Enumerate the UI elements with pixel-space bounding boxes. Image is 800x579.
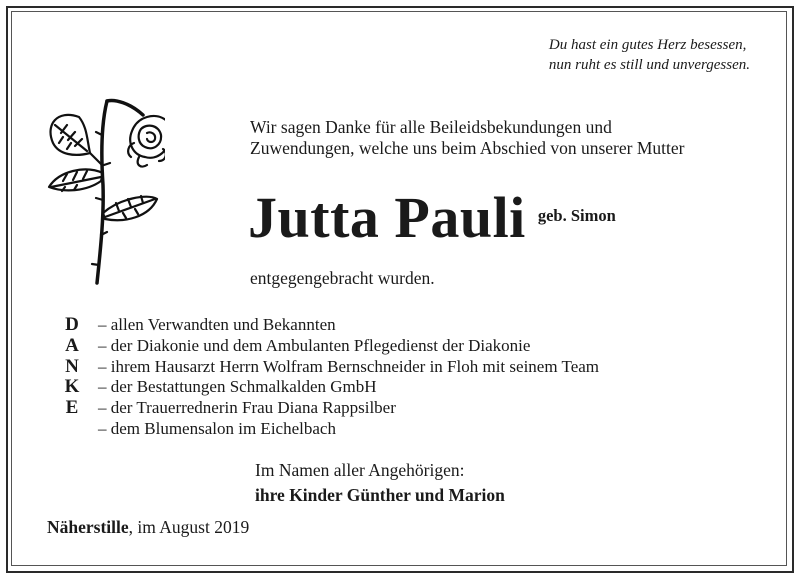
danke-letter: E bbox=[65, 397, 79, 419]
after-name-text: entgegengebracht wurden. bbox=[250, 268, 435, 288]
family-names: ihre Kinder Günther und Marion bbox=[255, 485, 505, 505]
thanks-item: – der Bestattungen Schmalkalden GmbH bbox=[98, 377, 377, 397]
danke-letter: A bbox=[65, 334, 79, 356]
thanks-item: – dem Blumensalon im Eichelbach bbox=[98, 418, 336, 438]
place-date bbox=[47, 517, 249, 538]
birth-name: geb. Simon bbox=[537, 206, 616, 225]
family-signature bbox=[255, 458, 505, 508]
on-behalf-text: Im Namen aller Angehörigen: bbox=[255, 460, 465, 480]
intro-line-1: Wir sagen Danke für alle Beileidsbekundungen und bbox=[250, 117, 612, 137]
deceased-name: Jutta Pauli bbox=[248, 185, 526, 250]
intro-line-2: Zuwendungen, welche uns beim Abschied von unserer Mutter bbox=[250, 138, 685, 158]
poem-line-1: Du hast ein gutes Herz besessen, bbox=[548, 37, 747, 53]
poem-verse bbox=[549, 35, 750, 75]
danke-letter: D bbox=[65, 314, 79, 335]
deceased-name-row bbox=[248, 183, 616, 253]
thanks-list bbox=[98, 315, 599, 440]
thanks-item: – der Diakonie und dem Ambulanten Pflegedienst der Diakonie bbox=[98, 335, 531, 355]
thanks-item: – der Trauerrednerin Frau Diana Rappsilber bbox=[98, 398, 396, 418]
danke-letter: K bbox=[64, 376, 80, 398]
place-town: Näherstille bbox=[47, 517, 129, 537]
thanks-item: – ihrem Hausarzt Herrn Wolfram Bernschneider in Floh mit seinem Team bbox=[98, 356, 600, 376]
danke-letter: N bbox=[65, 355, 79, 377]
place-date-text: , im August 2019 bbox=[128, 517, 250, 537]
danke-vertical bbox=[62, 315, 82, 419]
intro-text bbox=[250, 117, 684, 159]
poem-line-2: nun ruht es still und unvergessen. bbox=[548, 57, 750, 73]
thanks-item: – allen Verwandten und Bekannten bbox=[98, 315, 336, 334]
rose-illustration bbox=[35, 95, 165, 290]
